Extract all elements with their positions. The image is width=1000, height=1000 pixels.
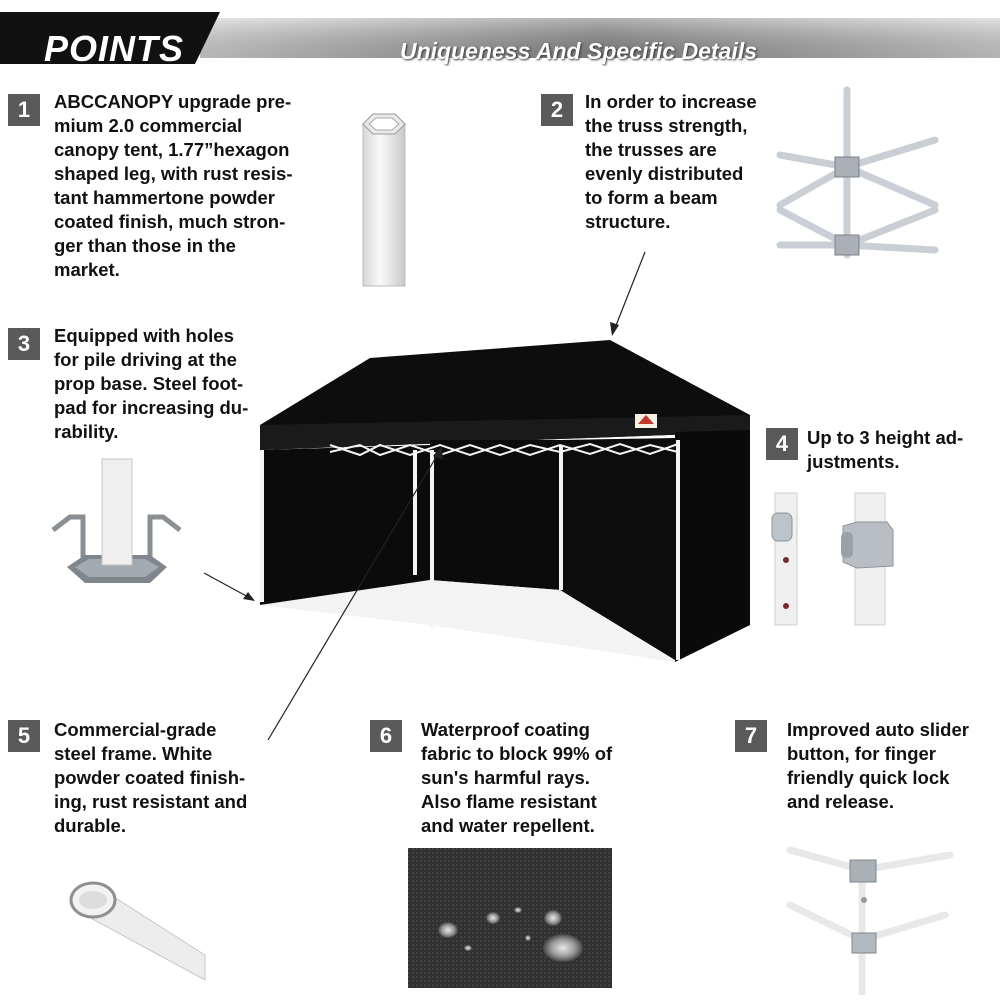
point-5-text: Commercial-grade steel frame. White powder coated finish- ing, rust resistant and durable. xyxy=(54,719,248,836)
point-3-text: Equipped with holes for pile driving at the prop base. Steel foot- pad for increasing du- rability. xyxy=(54,325,249,442)
point-1-badge: 1 xyxy=(8,94,40,126)
point-3-badge: 3 xyxy=(8,328,40,360)
slider-joint-icon xyxy=(780,845,955,995)
point-4-text: Up to 3 height ad- justments. xyxy=(807,427,964,472)
point-2-badge: 2 xyxy=(541,94,573,126)
point-2-text: In order to increase the truss strength, the trusses are evenly distributed to form a beam structure. xyxy=(585,91,757,232)
point-7-badge: 7 xyxy=(735,720,767,752)
point-5-badge: 5 xyxy=(8,720,40,752)
point-7-text: Improved auto slider button, for finger friendly quick lock and release. xyxy=(787,719,969,812)
oval-tube-icon xyxy=(65,870,215,985)
banner-subtitle: Uniqueness And Specific Details xyxy=(400,38,758,64)
fabric-droplets-icon xyxy=(408,848,612,988)
point-6-badge: 6 xyxy=(370,720,402,752)
point-4-badge: 4 xyxy=(766,428,798,460)
footpad-icon xyxy=(45,455,190,595)
header-banner xyxy=(0,12,1000,69)
height-adjust-icon xyxy=(765,488,905,628)
point-6-text: Waterproof coating fabric to block 99% of sun's harmful rays. Also flame resistant and water repellent. xyxy=(421,719,613,836)
banner-title: POINTS xyxy=(44,28,185,69)
truss-joint-icon xyxy=(775,85,940,260)
point-1-text: ABCCANOPY upgrade pre- mium 2.0 commercial canopy tent, 1.77”hexagon shaped leg, with rust resis- tant hammertone powder coated finish, much stron- ger than those in the market. xyxy=(54,91,293,280)
canopy-tent-image xyxy=(250,240,770,740)
